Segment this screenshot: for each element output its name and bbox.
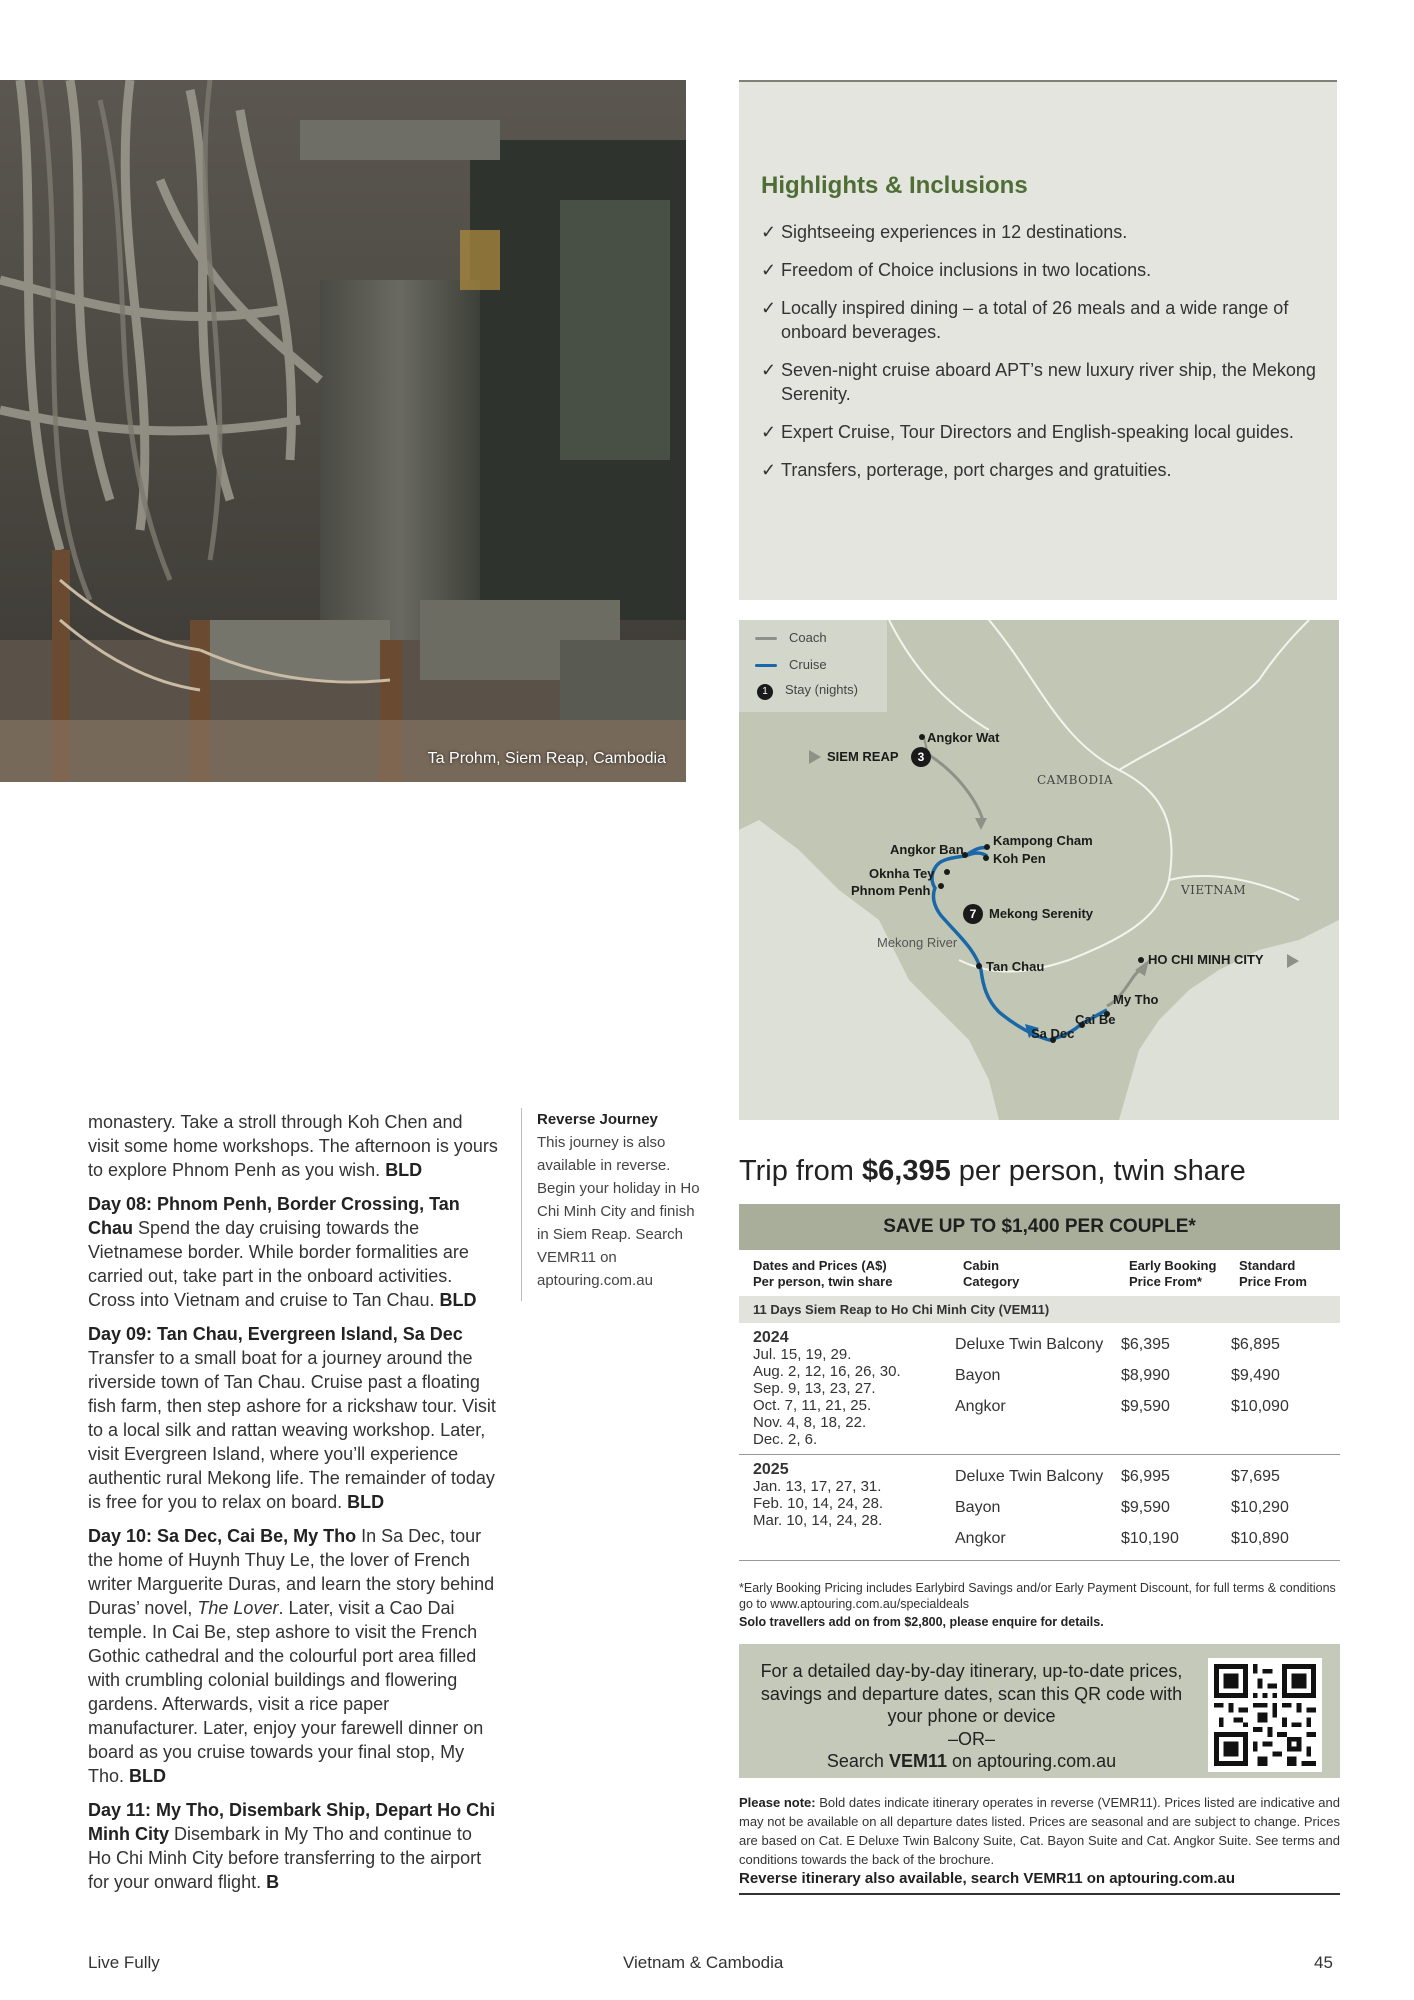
itinerary-day-08: Day 08: Phnom Penh, Border Crossing, Tan Chau Spend the day cruising towards the Vietnamese border. While border formalities are carried out, take part in the onboard activities. Cross into Vietnam and cruise to Tan Chau. BLD (88, 1194, 477, 1310)
early-booking-note: *Early Booking Pricing includes Earlybird Savings and/or Early Payment Discount, for full terms & conditions go to www.aptouring.com.au/specialdeals (739, 1581, 1336, 1611)
highlights-list (761, 220, 1321, 496)
start-arrow (809, 750, 821, 764)
col-standard: Standard Price From (1239, 1258, 1307, 1289)
dates-2024: 2024 Jul. 15, 19, 29. Aug. 2, 12, 16, 26, 30. Sep. 9, 13, 23, 27. Oct. 7, 11, 21, 25. Nov. 4, 8, 18, 22. Dec. 2, 6. (753, 1329, 901, 1448)
highlights-box (739, 80, 1337, 600)
day-heading: Day 11: My Tho, Disembark Ship, Depart Ho Chi Minh City (88, 1800, 496, 1844)
early-prices-2024: $6,395 $8,990 $9,590 (1121, 1336, 1170, 1415)
qr-text: For a detailed day-by-day itinerary, up-to-date prices, savings and departure dates, scan this QR code with your phone or device –OR– Search VEM11 on aptouring.com.au (760, 1661, 1183, 1771)
col-early: Early Booking Price From* (1129, 1258, 1217, 1289)
legend-cruise: Cruise (755, 657, 827, 672)
siem-reap-nights-badge: 3 (911, 747, 931, 767)
map-label-siem-reap: SIEM REAP (827, 749, 899, 764)
check-icon: ✓ (761, 222, 777, 242)
price-table (739, 1252, 1340, 1561)
check-icon: ✓ (761, 260, 777, 280)
ship-nights-badge: 7 (963, 904, 983, 924)
highlights-title: Highlights & Inclusions (761, 172, 1028, 199)
save-banner: SAVE UP TO $1,400 PER COUPLE* (739, 1204, 1340, 1250)
highlight-item: ✓ Transfers, porterage, port charges and gratuities. (761, 460, 1172, 480)
reverse-itinerary-note: Reverse itinerary also available, search VEMR11 on aptouring.com.au (739, 1870, 1340, 1895)
map-label-phnom-penh: Phnom Penh (851, 883, 931, 898)
map-label-kampong-cham: Kampong Cham (993, 833, 1093, 848)
highlight-item: ✓ Locally inspired dining – a total of 26 meals and a wide range of onboard beverages. (761, 298, 1289, 342)
map-label-vietnam: VIETNAM (1181, 883, 1247, 897)
reverse-title: Reverse Journey (537, 1111, 658, 1128)
map-label-oknha-tey: Oknha Tey (869, 866, 935, 881)
dates-2025: 2025 Jan. 13, 17, 27, 31. Feb. 10, 14, 24, 28. Mar. 10, 14, 24, 28. (753, 1461, 884, 1529)
trip-price: $6,395 (862, 1155, 951, 1187)
standard-prices-2024: $6,895 $9,490 $10,090 (1231, 1336, 1289, 1415)
map-label-koh-pen: Koh Pen (993, 851, 1046, 866)
route-row: 11 Days Siem Reap to Ho Chi Minh City (VEM11) (739, 1296, 1340, 1323)
map-sea (739, 820, 999, 1120)
map-sea-east (1119, 920, 1339, 1120)
check-icon: ✓ (761, 360, 777, 380)
map-label-angkor-ban: Angkor Ban (890, 842, 964, 857)
map-dot-koh-pen (983, 855, 989, 861)
map-label-ship: Mekong Serenity (989, 906, 1094, 921)
table-row-2025 (739, 1455, 1340, 1561)
solo-note: Solo travellers add on from $2,800, please enquire for details. (739, 1615, 1104, 1629)
trip-price-heading: Trip from $6,395 per person, twin share (739, 1155, 1246, 1187)
qr-code-icon (1214, 1664, 1316, 1766)
please-note: Please note: Bold dates indicate itinerary operates in reverse (VEMR11). Prices listed are indicative and may not be available on all departure dates listed. Prices are seasonal and are subject to change. Prices are based on Cat. E Deluxe Twin Balcony Suite, Cat. Bayon Suite and Cat. Angkor Suite. See terms and conditions towards the back of the brochure. (739, 1795, 1340, 1867)
map-label-my-tho: My Tho (1113, 992, 1159, 1007)
table-header-row (739, 1252, 1340, 1296)
map-dot-hcm (1138, 957, 1144, 963)
day-heading: Day 08: Phnom Penh, Border Crossing, Tan Chau (88, 1194, 460, 1238)
itinerary-day-09: Day 09: Tan Chau, Evergreen Island, Sa Dec Transfer to a small boat for a journey around the riverside town of Tan Chau. Cruise past a floating fish farm, then step ashore for a rickshaw tour. Visit to a local silk and rattan weaving workshop. Later, visit Evergreen Island, where you’ll experience authentic rural Mekong life. The remainder of today is free for you to relax on board. BLD (88, 1324, 496, 1512)
itinerary-day-11: Day 11: My Tho, Disembark Ship, Depart Ho Chi Minh City Disembark in My Tho and continue to Ho Chi Minh City before transferring to the airport for your onward flight. B (88, 1800, 496, 1892)
map-dot-tan-chau (976, 963, 982, 969)
map-label-cai-be: Cai Be (1075, 1012, 1116, 1027)
cabins-2024: Deluxe Twin Balcony Bayon Angkor (955, 1336, 1104, 1415)
check-icon: ✓ (761, 422, 777, 442)
itinerary-text (88, 1110, 498, 1904)
reverse-text: This journey is also available in reverse. Begin your holiday in Ho Chi Minh City and finish in Siem Reap. Search VEMR11 on aptouring.com.au (537, 1134, 700, 1289)
cruise-route-kp (965, 853, 987, 856)
day-heading: Day 09: Tan Chau, Evergreen Island, Sa Dec (88, 1324, 463, 1344)
cabins-2025: Deluxe Twin Balcony Bayon Angkor (955, 1468, 1104, 1547)
footer-left: Live Fully (88, 1953, 160, 1972)
itinerary-paragraph: monastery. Take a stroll through Koh Chen and visit some home workshops. The afternoon is yours to explore Phnom Penh as you wish. BLD (88, 1112, 498, 1180)
map-label-river: Mekong River (877, 935, 958, 950)
temple-photo-image (0, 80, 686, 782)
col-dates: Dates and Prices (A$) Per person, twin share (753, 1258, 893, 1289)
map-label-angkor-wat: Angkor Wat (927, 730, 1000, 745)
check-icon: ✓ (761, 460, 777, 480)
map-label-cambodia: CAMBODIA (1037, 773, 1114, 787)
photo-caption: Ta Prohm, Siem Reap, Cambodia (427, 750, 666, 767)
map-borders (889, 620, 1309, 972)
col-cabin: Cabin Category (963, 1258, 1020, 1289)
coach-arrow-siem (975, 818, 987, 830)
highlight-item: ✓ Expert Cruise, Tour Directors and English-speaking local guides. (761, 422, 1294, 442)
temple-photo (0, 80, 686, 782)
fine-print (739, 1580, 1339, 1630)
map-dot-oknha-tey (944, 869, 950, 875)
map-dot-kampong-cham (984, 844, 990, 850)
map-dot-phnom-penh (938, 883, 944, 889)
footer-center: Vietnam & Cambodia (623, 1953, 784, 1972)
map-dot-angkor-wat (919, 734, 925, 740)
map-label-sa-dec: Sa Dec (1031, 1026, 1075, 1041)
check-icon: ✓ (761, 298, 777, 318)
map-label-tan-chau: Tan Chau (986, 959, 1045, 974)
qr-code[interactable] (1208, 1658, 1322, 1772)
page-number: 45 (1314, 1953, 1333, 1972)
legend-stay: 1 Stay (nights) (755, 682, 858, 700)
early-prices-2025: $6,995 $9,590 $10,190 (1121, 1468, 1179, 1547)
qr-box (739, 1644, 1340, 1778)
reverse-journey-note (521, 1108, 701, 1301)
map-legend (739, 620, 887, 712)
day-heading: Day 10: Sa Dec, Cai Be, My Tho (88, 1526, 357, 1546)
map-label-hcm: HO CHI MINH CITY (1148, 952, 1264, 967)
highlight-item: ✓ Seven-night cruise aboard APT’s new luxury river ship, the Mekong Serenity. (761, 360, 1316, 404)
itinerary-day-10: Day 10: Sa Dec, Cai Be, My Tho In Sa Dec, tour the home of Huynh Thuy Le, the lover of French writer Marguerite Duras, and learn the story behind Duras’ novel, The Lover. Later, visit a Cao Dai temple. In Cai Be, step ashore to visit the French Gothic cathedral and the colourful port area filled with crumbling colonial buildings and flowering gardens. Afterwards, visit a rice paper manufacturer. Later, enjoy your farewell dinner on board as you cruise towards your final stop, My Tho. BLD (88, 1526, 495, 1786)
standard-prices-2025: $7,695 $10,290 $10,890 (1231, 1468, 1289, 1547)
route-map (739, 620, 1339, 1120)
table-row-2024 (739, 1323, 1340, 1455)
highlight-item: ✓ Freedom of Choice inclusions in two locations. (761, 260, 1152, 280)
legend-coach: Coach (755, 630, 827, 645)
highlight-item: ✓ Sightseeing experiences in 12 destinations. (761, 222, 1128, 242)
